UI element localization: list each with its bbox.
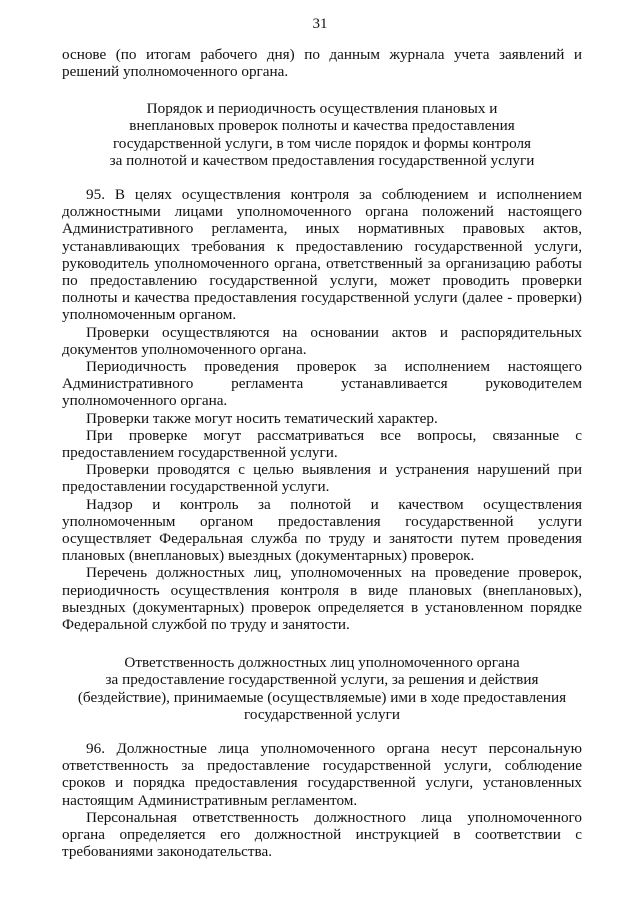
paragraph: Проверки осуществляются на основании актов и распорядительных документов уполномоченного органа.	[62, 323, 582, 358]
heading-line: государственной услуги, в том числе порядок и формы контроля	[112, 134, 532, 152]
heading-line: внеплановых проверок полноты и качества предоставления	[129, 117, 515, 135]
paragraph: Персональная ответственность должностного лица уполномоченного органа определяется его должностной инструкцией в соответствии с требованиями законодательства.	[62, 808, 582, 861]
paragraph: При проверке могут рассматриваться все вопросы, связанные с предоставлением государственной услуги.	[62, 426, 582, 462]
paragraph: Надзор и контроль за полнотой и качеством осуществления уполномоченным органом предоставления государственной услуги осуществляет Федеральная служба по труду и занятости путем проведения плановых (внеплановых) выездных (документарных) проверок.	[62, 495, 582, 565]
section-heading-responsibility	[62, 654, 582, 724]
heading-line: (бездействие), принимаемые (осуществляемые) ими в ходе предоставления	[77, 688, 567, 706]
heading-line: государственной услуги	[244, 706, 400, 724]
section-95	[62, 186, 582, 633]
heading-line: Порядок и периодичность осуществления плановых и	[146, 100, 498, 117]
paragraph: Проверки также могут носить тематический характер.	[86, 409, 438, 427]
paragraph: 96. Должностные лица уполномоченного органа несут персональную ответственность за предоставление государственной услуги, соблюдение сроков и порядка предоставления государственной услуги, установленных настоящим Административным регламентом.	[62, 740, 582, 809]
section-96	[62, 740, 582, 860]
heading-line: за предоставление государственной услуги, за решения и действия	[105, 671, 539, 689]
section-heading-inspections	[62, 100, 582, 170]
heading-line: за полнотой и качеством предоставления государственной услуги	[109, 152, 535, 170]
intro-paragraph: основе (по итогам рабочего дня) по данным журнала учета заявлений и решений уполномоченного органа.	[62, 46, 582, 81]
paragraph: Проверки проводятся с целью выявления и устранения нарушений при предоставлении государственной услуги.	[62, 461, 582, 496]
intro-paragraph-block	[62, 46, 582, 80]
page-number: 31	[312, 16, 328, 32]
paragraph: Периодичность проведения проверок за исполнением настоящего Административного регламента устанавливается руководителем уполномоченного органа.	[62, 358, 582, 410]
paragraph: 95. В целях осуществления контроля за соблюдением и исполнением должностными лицами уполномоченного органа положений настоящего Административного регламента, иных нормативных правовых актов, устанавливающих требования к предоставлению государственной услуги, руководитель уполномоченного органа, ответственный за организацию работы по предоставлению государственной услуги, может проводить проверки полноты и качества предоставления государственной услуги (далее - проверки) уполномоченным органом.	[62, 186, 582, 324]
heading-line: Ответственность должностных лиц уполномоченного органа	[124, 654, 520, 671]
paragraph: Перечень должностных лиц, уполномоченных на проведение проверок, периодичность осуществления контроля в виде плановых (внеплановых), выездных (документарных) проверок определяется в установленном порядке Федеральной службой по труду и занятости.	[62, 564, 582, 634]
